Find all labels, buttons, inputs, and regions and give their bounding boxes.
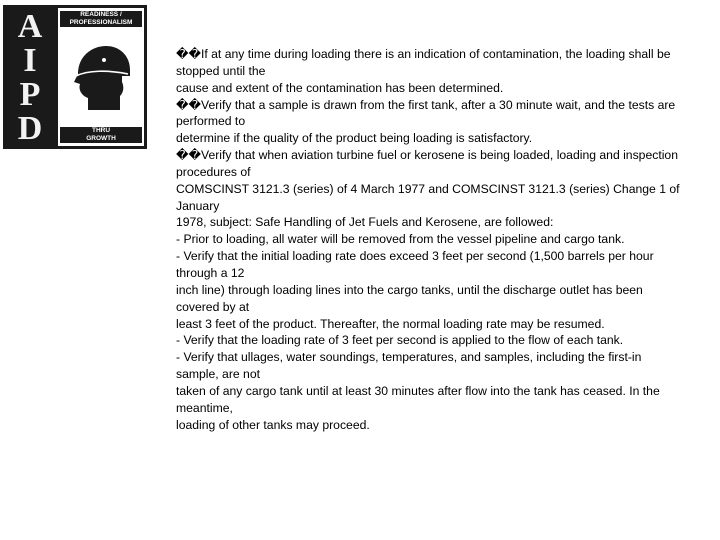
document-line [176, 366, 716, 383]
document-line [176, 130, 716, 147]
document-line-text: taken of any cargo tank until at least 30 minutes after flow into the tank has ceased. In the [176, 383, 660, 398]
document-line-text: meantime, [176, 400, 233, 415]
document-line-text: covered by at [176, 299, 250, 314]
bullet-glyph: �� [176, 148, 201, 163]
bullet-glyph: �� [176, 97, 201, 112]
document-line [176, 316, 716, 333]
logo-top-text [60, 11, 142, 27]
document-line-text: loading of other tanks may proceed. [176, 417, 370, 432]
aipd-logo [3, 5, 147, 149]
logo-letter-a: A [17, 8, 43, 45]
document-line-text: Verify that a sample is drawn from the first tank, after a 30 minute wait, and the tests are [201, 97, 676, 112]
document-line-text: COMSCINST 3121.3 (series) of 4 March 1977 and COMSCINST 3121.3 (series) Change 1 of [176, 181, 680, 196]
document-line [176, 80, 716, 97]
document-line-text: performed to [176, 114, 246, 129]
document-line [176, 349, 716, 366]
document-line [176, 299, 716, 316]
bullet-glyph: �� [176, 47, 201, 61]
document-line [176, 282, 716, 299]
logo-bottom-line2: GROWTH [86, 135, 116, 142]
logo-letter-i: I [23, 42, 37, 79]
logo-bottom-line1: THRU [91, 127, 111, 134]
logo-letter-d: D [17, 110, 43, 147]
logo-bottom-text [60, 127, 142, 143]
document-line-text: stopped until the [176, 63, 266, 78]
document-body [176, 46, 716, 433]
logo-emblem-panel [58, 8, 144, 146]
document-line-text: procedures of [176, 164, 251, 179]
document-line-text: - Verify that the loading rate of 3 feet per second is applied to the flow of each tank. [176, 333, 624, 348]
document-line [176, 417, 716, 434]
document-line-text: through a 12 [176, 265, 245, 280]
document-line [176, 332, 716, 349]
document-line [176, 164, 716, 181]
document-line [176, 181, 716, 198]
document-line-text: - Verify that ullages, water soundings, temperatures, and samples, including the first-in [176, 350, 642, 365]
document-line-text: Verify that when aviation turbine fuel or kerosene is being loaded, loading and inspection [201, 148, 678, 163]
document-line-text: 1978, subject: Safe Handling of Jet Fuels and Kerosene, are followed: [176, 215, 554, 230]
soldier-helmet-icon [64, 40, 138, 114]
document-line-text: least 3 feet of the product. Thereafter, the normal loading rate may be resumed. [176, 316, 605, 331]
document-line-text: January [176, 198, 220, 213]
document-line [176, 113, 716, 130]
document-line [176, 46, 716, 63]
document-line [176, 383, 716, 400]
document-line [176, 400, 716, 417]
document-line [176, 198, 716, 215]
document-line [176, 63, 716, 80]
document-line-text: If at any time during loading there is an indication of contamination, the loading shall be [201, 47, 671, 61]
logo-top-line1: READINESS / [80, 11, 122, 18]
document-line-text: sample, are not [176, 367, 261, 382]
document-line [176, 248, 716, 265]
document-line-text: inch line) through loading lines into the cargo tanks, until the discharge outlet has been [176, 282, 643, 297]
document-line [176, 214, 716, 231]
logo-letter-p: P [19, 76, 41, 113]
document-line [176, 231, 716, 248]
logo-letters [6, 8, 54, 146]
document-line-text: - Verify that the initial loading rate does exceed 3 feet per second (1,500 barrels per hour [176, 249, 654, 264]
document-line [176, 265, 716, 282]
document-line [176, 97, 716, 114]
logo-top-line2: PROFESSIONALISM [69, 19, 133, 26]
document-line-text: determine if the quality of the product being loading is satisfactory. [176, 131, 533, 146]
document-line-text: cause and extent of the contamination has been determined. [176, 80, 504, 95]
document-line [176, 147, 716, 164]
document-line-text: - Prior to loading, all water will be removed from the vessel pipeline and cargo tank. [176, 232, 625, 247]
